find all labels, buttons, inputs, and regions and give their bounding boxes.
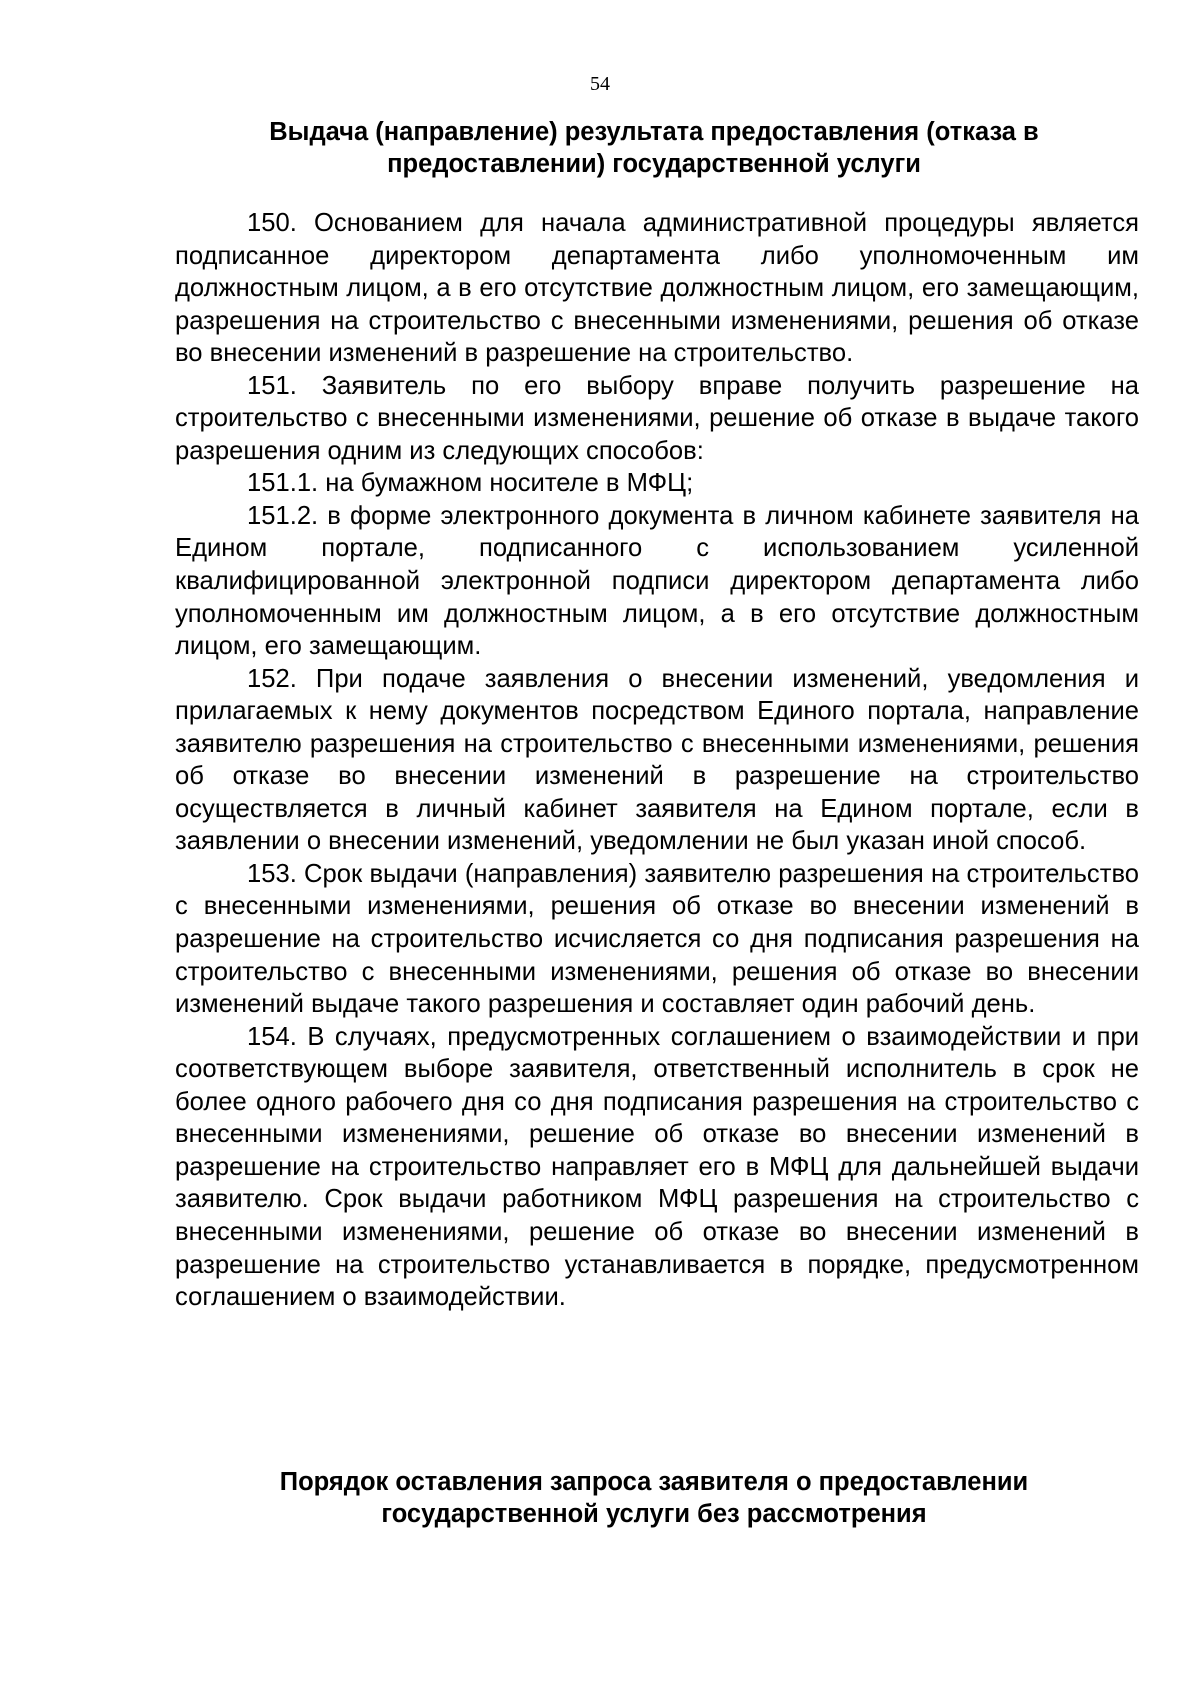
paragraph-151-2: 151.2. в форме электронного документа в личном кабинете заявителя на Едином портале, подписанного с использованием усиленной квалифицированной электронной подписи директором департамента либо уполномоченным им должностным лицом, а в его отсутствие должностным лицом, его замещающим. (175, 501, 1139, 661)
section-heading: Выдача (направление) результата предоставления (отказа в предоставлении) государственной услуги (269, 118, 1039, 178)
body-text (175, 207, 1139, 1314)
page-number: 54 (590, 73, 610, 95)
paragraph-154: 154. В случаях, предусмотренных соглашением о взаимодействии и при соответствующем выборе заявителя, ответственный исполнитель в срок не более одного рабочего дня со дня подписания разрешения на строительство с внесенными изменениями, решение об отказе во внесении изменений в разрешение на строительство направляет его в МФЦ для дальнейшей выдачи заявителю. Срок выдачи работником МФЦ разрешения на строительство с внесенными изменениями, решение об отказе во внесении изменений в разрешение на строительство устанавливается в порядке, предусмотренном соглашением о взаимодействии. (175, 1022, 1139, 1312)
paragraph-152: 152. При подаче заявления о внесении изменений, уведомления и прилагаемых к нему документов посредством Единого портала, направление заявителю разрешения на строительство с внесенными изменениями, решения об отказе во внесении изменений в разрешение на строительство осуществляется в личный кабинет заявителя на Едином портале, если в заявлении о внесении изменений, уведомлении не был указан иной способ. (175, 664, 1139, 856)
paragraph-151-1: 151.1. на бумажном носителе в МФЦ; (247, 469, 694, 498)
paragraph-151: 151. Заявитель по его выбору вправе получить разрешение на строительство с внесенными изменениями, решение об отказе в выдаче такого разрешения одним из следующих способов: (175, 371, 1139, 465)
next-section-heading: Порядок оставления запроса заявителя о предоставлении государственной услуги без рассмотрения (279, 1468, 1029, 1528)
paragraph-153: 153. Срок выдачи (направления) заявителю разрешения на строительство с внесенными изменениями, решения об отказе во внесении изменений в разрешение на строительство исчисляется со дня подписания разрешения на строительство с внесенными изменениями, решения об отказе во внесении изменений выдаче такого разрешения и составляет один рабочий день. (175, 859, 1139, 1019)
paragraph-150: 150. Основанием для начала административной процедуры является подписанное директором департамента либо уполномоченным им должностным лицом, а в его отсутствие должностным лицом, его замещающим, разрешения на строительство с внесенными изменениями, решения об отказе во внесении изменений в разрешение на строительство. (175, 209, 1139, 368)
